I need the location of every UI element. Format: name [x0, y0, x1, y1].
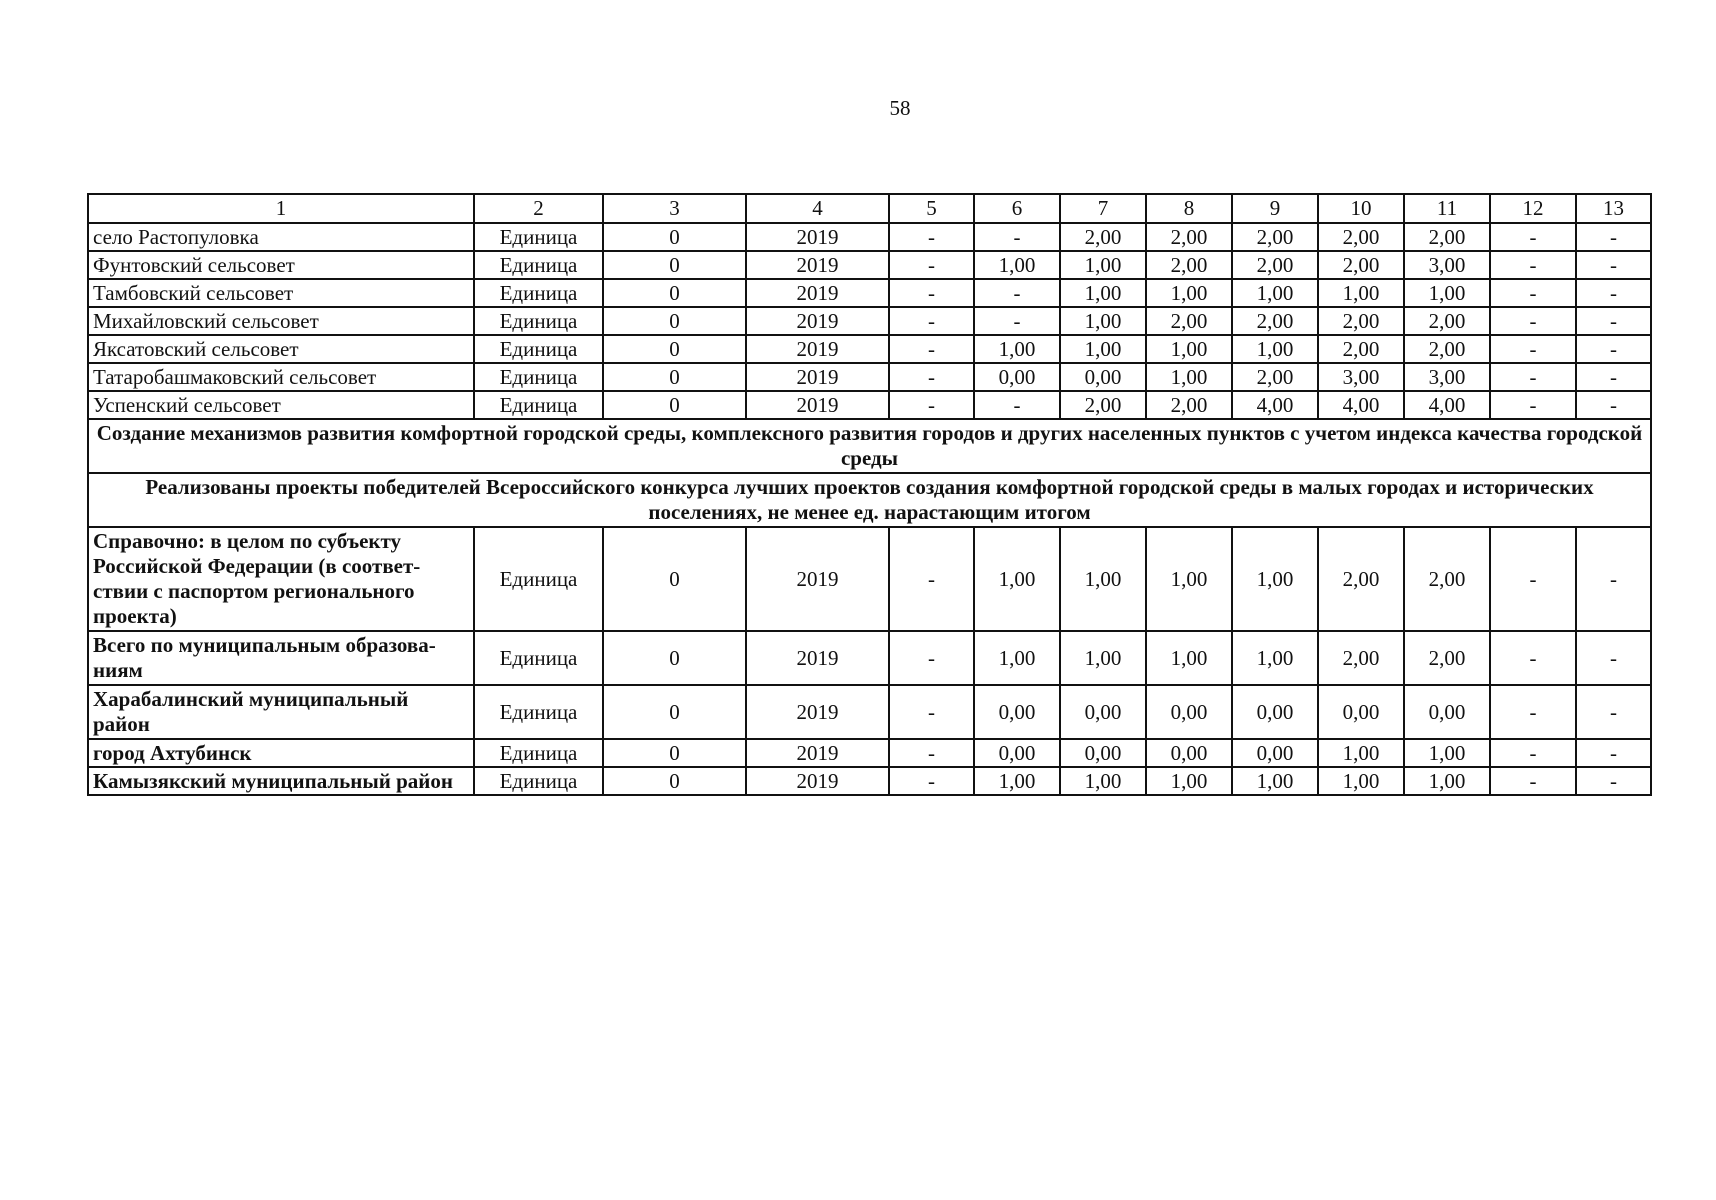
- value-cell: -: [974, 307, 1060, 335]
- unit-cell: Единица: [474, 307, 603, 335]
- value-cell: 1,00: [1146, 363, 1232, 391]
- header-cell: 3: [603, 194, 746, 223]
- row-name-cell: Всего по муниципальным образова-ниям: [88, 631, 474, 685]
- base-year-cell: 2019: [746, 685, 889, 739]
- value-cell: 2,00: [1318, 307, 1404, 335]
- base-value-cell: 0: [603, 391, 746, 419]
- header-cell: 2: [474, 194, 603, 223]
- unit-cell: Единица: [474, 223, 603, 251]
- value-cell: -: [889, 631, 974, 685]
- value-cell: 0,00: [1146, 685, 1232, 739]
- page-number: 58: [889, 96, 911, 120]
- base-value-cell: 0: [603, 335, 746, 363]
- header-cell: 10: [1318, 194, 1404, 223]
- value-cell: 0,00: [974, 363, 1060, 391]
- value-cell: -: [1490, 251, 1576, 279]
- value-cell: 1,00: [1232, 279, 1318, 307]
- value-cell: 4,00: [1404, 391, 1490, 419]
- header-cell: 4: [746, 194, 889, 223]
- value-cell: -: [889, 391, 974, 419]
- base-value-cell: 0: [603, 527, 746, 631]
- base-year-cell: 2019: [746, 335, 889, 363]
- value-cell: 1,00: [1404, 739, 1490, 767]
- value-cell: -: [889, 363, 974, 391]
- unit-cell: Единица: [474, 335, 603, 363]
- value-cell: -: [1576, 223, 1651, 251]
- value-cell: 4,00: [1232, 391, 1318, 419]
- value-cell: 2,00: [1146, 251, 1232, 279]
- value-cell: 1,00: [1060, 307, 1146, 335]
- value-cell: -: [889, 739, 974, 767]
- value-cell: 1,00: [1146, 527, 1232, 631]
- base-year-cell: 2019: [746, 307, 889, 335]
- value-cell: 1,00: [1318, 739, 1404, 767]
- value-cell: 1,00: [1404, 279, 1490, 307]
- value-cell: 1,00: [1404, 767, 1490, 795]
- value-cell: -: [1576, 739, 1651, 767]
- unit-cell: Единица: [474, 251, 603, 279]
- header-cell: 13: [1576, 194, 1651, 223]
- value-cell: -: [1576, 767, 1651, 795]
- value-cell: 4,00: [1318, 391, 1404, 419]
- base-value-cell: 0: [603, 767, 746, 795]
- table-row: [88, 307, 1651, 335]
- value-cell: -: [1490, 335, 1576, 363]
- value-cell: -: [1490, 279, 1576, 307]
- value-cell: -: [889, 767, 974, 795]
- section-heading: Реализованы проекты победителей Всероссийского конкурса лучших проектов создания комфортной городской среды в малых городах и исторических поселениях, не менее ед. нарастающим итогом: [88, 473, 1651, 527]
- base-year-cell: 2019: [746, 739, 889, 767]
- value-cell: 2,00: [1404, 335, 1490, 363]
- value-cell: -: [889, 251, 974, 279]
- base-value-cell: 0: [603, 279, 746, 307]
- value-cell: 2,00: [1404, 527, 1490, 631]
- value-cell: -: [1490, 739, 1576, 767]
- value-cell: 2,00: [1232, 307, 1318, 335]
- value-cell: 2,00: [1232, 223, 1318, 251]
- unit-cell: Единица: [474, 685, 603, 739]
- value-cell: 3,00: [1404, 363, 1490, 391]
- value-cell: -: [1490, 767, 1576, 795]
- table-row: [88, 251, 1651, 279]
- table-row: [88, 335, 1651, 363]
- value-cell: 1,00: [1060, 279, 1146, 307]
- table-row: [88, 685, 1651, 739]
- row-name-cell: Камызякский муниципальный район: [88, 767, 474, 795]
- value-cell: -: [889, 307, 974, 335]
- table-row: [88, 631, 1651, 685]
- table-row: [88, 391, 1651, 419]
- value-cell: -: [1576, 527, 1651, 631]
- value-cell: 0,00: [1146, 739, 1232, 767]
- base-value-cell: 0: [603, 363, 746, 391]
- value-cell: 1,00: [1232, 767, 1318, 795]
- unit-cell: Единица: [474, 363, 603, 391]
- value-cell: 1,00: [1146, 335, 1232, 363]
- value-cell: 1,00: [1232, 631, 1318, 685]
- base-value-cell: 0: [603, 223, 746, 251]
- value-cell: -: [1490, 363, 1576, 391]
- base-value-cell: 0: [603, 307, 746, 335]
- row-name-cell: Яксатовский сельсовет: [88, 335, 474, 363]
- unit-cell: Единица: [474, 631, 603, 685]
- value-cell: 2,00: [1404, 223, 1490, 251]
- value-cell: 2,00: [1318, 527, 1404, 631]
- value-cell: 2,00: [1404, 307, 1490, 335]
- table-row: [88, 527, 1651, 631]
- row-name-cell: Фунтовский сельсовет: [88, 251, 474, 279]
- value-cell: 1,00: [974, 767, 1060, 795]
- section-row: [88, 473, 1651, 527]
- value-cell: 0,00: [1232, 739, 1318, 767]
- value-cell: 2,00: [1060, 391, 1146, 419]
- unit-cell: Единица: [474, 767, 603, 795]
- row-name-cell: Харабалинский муниципальный район: [88, 685, 474, 739]
- value-cell: 2,00: [1318, 335, 1404, 363]
- header-cell: 9: [1232, 194, 1318, 223]
- value-cell: -: [889, 223, 974, 251]
- table-row: [88, 739, 1651, 767]
- value-cell: 1,00: [1060, 631, 1146, 685]
- value-cell: -: [974, 279, 1060, 307]
- value-cell: 2,00: [1318, 631, 1404, 685]
- indicator-table: [87, 193, 1652, 796]
- base-value-cell: 0: [603, 251, 746, 279]
- value-cell: -: [1490, 527, 1576, 631]
- row-name-cell: Михайловский сельсовет: [88, 307, 474, 335]
- value-cell: 0,00: [1404, 685, 1490, 739]
- unit-cell: Единица: [474, 279, 603, 307]
- row-name-cell: Татаробашмаковский сельсовет: [88, 363, 474, 391]
- value-cell: -: [1490, 307, 1576, 335]
- base-year-cell: 2019: [746, 251, 889, 279]
- value-cell: 1,00: [1146, 279, 1232, 307]
- value-cell: 0,00: [1060, 363, 1146, 391]
- value-cell: 2,00: [1146, 223, 1232, 251]
- header-cell: 7: [1060, 194, 1146, 223]
- header-cell: 12: [1490, 194, 1576, 223]
- value-cell: 2,00: [1060, 223, 1146, 251]
- value-cell: 1,00: [1232, 527, 1318, 631]
- value-cell: 2,00: [1232, 363, 1318, 391]
- value-cell: -: [889, 279, 974, 307]
- value-cell: 1,00: [1318, 279, 1404, 307]
- value-cell: 2,00: [1232, 251, 1318, 279]
- value-cell: 1,00: [974, 335, 1060, 363]
- value-cell: -: [1576, 307, 1651, 335]
- value-cell: 1,00: [1060, 767, 1146, 795]
- value-cell: -: [1490, 685, 1576, 739]
- base-value-cell: 0: [603, 739, 746, 767]
- value-cell: 2,00: [1318, 251, 1404, 279]
- value-cell: 1,00: [974, 527, 1060, 631]
- value-cell: -: [974, 391, 1060, 419]
- value-cell: 1,00: [974, 631, 1060, 685]
- table-row: [88, 279, 1651, 307]
- value-cell: 1,00: [1146, 767, 1232, 795]
- value-cell: 0,00: [1232, 685, 1318, 739]
- header-row: [88, 194, 1651, 223]
- value-cell: -: [889, 527, 974, 631]
- value-cell: 1,00: [974, 251, 1060, 279]
- unit-cell: Единица: [474, 739, 603, 767]
- base-year-cell: 2019: [746, 279, 889, 307]
- base-year-cell: 2019: [746, 767, 889, 795]
- value-cell: 3,00: [1318, 363, 1404, 391]
- table-row: [88, 223, 1651, 251]
- value-cell: -: [1576, 631, 1651, 685]
- section-heading: Создание механизмов развития комфортной городской среды, комплексного развития городов и других населенных пунктов с учетом индекса качества городской среды: [88, 419, 1651, 473]
- value-cell: 1,00: [1060, 251, 1146, 279]
- unit-cell: Единица: [474, 391, 603, 419]
- value-cell: -: [1576, 251, 1651, 279]
- row-name-cell: село Растопуловка: [88, 223, 474, 251]
- header-cell: 6: [974, 194, 1060, 223]
- row-name-cell: Справочно: в целом по субъекту Российской Федерации (в соответ-ствии с паспортом регионального проекта): [88, 527, 474, 631]
- value-cell: 1,00: [1146, 631, 1232, 685]
- value-cell: 2,00: [1404, 631, 1490, 685]
- value-cell: 0,00: [974, 739, 1060, 767]
- row-name-cell: город Ахтубинск: [88, 739, 474, 767]
- value-cell: -: [889, 685, 974, 739]
- table-row: [88, 767, 1651, 795]
- row-name-cell: Успенский сельсовет: [88, 391, 474, 419]
- value-cell: -: [1576, 363, 1651, 391]
- value-cell: -: [1576, 279, 1651, 307]
- value-cell: -: [889, 335, 974, 363]
- value-cell: 1,00: [1232, 335, 1318, 363]
- value-cell: 2,00: [1146, 391, 1232, 419]
- value-cell: -: [974, 223, 1060, 251]
- base-year-cell: 2019: [746, 391, 889, 419]
- value-cell: -: [1576, 391, 1651, 419]
- base-year-cell: 2019: [746, 631, 889, 685]
- base-year-cell: 2019: [746, 363, 889, 391]
- base-year-cell: 2019: [746, 223, 889, 251]
- value-cell: 3,00: [1404, 251, 1490, 279]
- header-cell: 11: [1404, 194, 1490, 223]
- value-cell: -: [1490, 631, 1576, 685]
- value-cell: 1,00: [1060, 335, 1146, 363]
- value-cell: 1,00: [1060, 527, 1146, 631]
- value-cell: -: [1576, 685, 1651, 739]
- section-row: [88, 419, 1651, 473]
- header-cell: 1: [88, 194, 474, 223]
- value-cell: 0,00: [1060, 739, 1146, 767]
- value-cell: 2,00: [1146, 307, 1232, 335]
- header-cell: 5: [889, 194, 974, 223]
- value-cell: 2,00: [1318, 223, 1404, 251]
- value-cell: 1,00: [1318, 767, 1404, 795]
- value-cell: -: [1576, 335, 1651, 363]
- value-cell: -: [1490, 223, 1576, 251]
- base-value-cell: 0: [603, 631, 746, 685]
- base-year-cell: 2019: [746, 527, 889, 631]
- value-cell: 0,00: [974, 685, 1060, 739]
- value-cell: -: [1490, 391, 1576, 419]
- unit-cell: Единица: [474, 527, 603, 631]
- row-name-cell: Тамбовский сельсовет: [88, 279, 474, 307]
- base-value-cell: 0: [603, 685, 746, 739]
- value-cell: 0,00: [1060, 685, 1146, 739]
- table-row: [88, 363, 1651, 391]
- value-cell: 0,00: [1318, 685, 1404, 739]
- header-cell: 8: [1146, 194, 1232, 223]
